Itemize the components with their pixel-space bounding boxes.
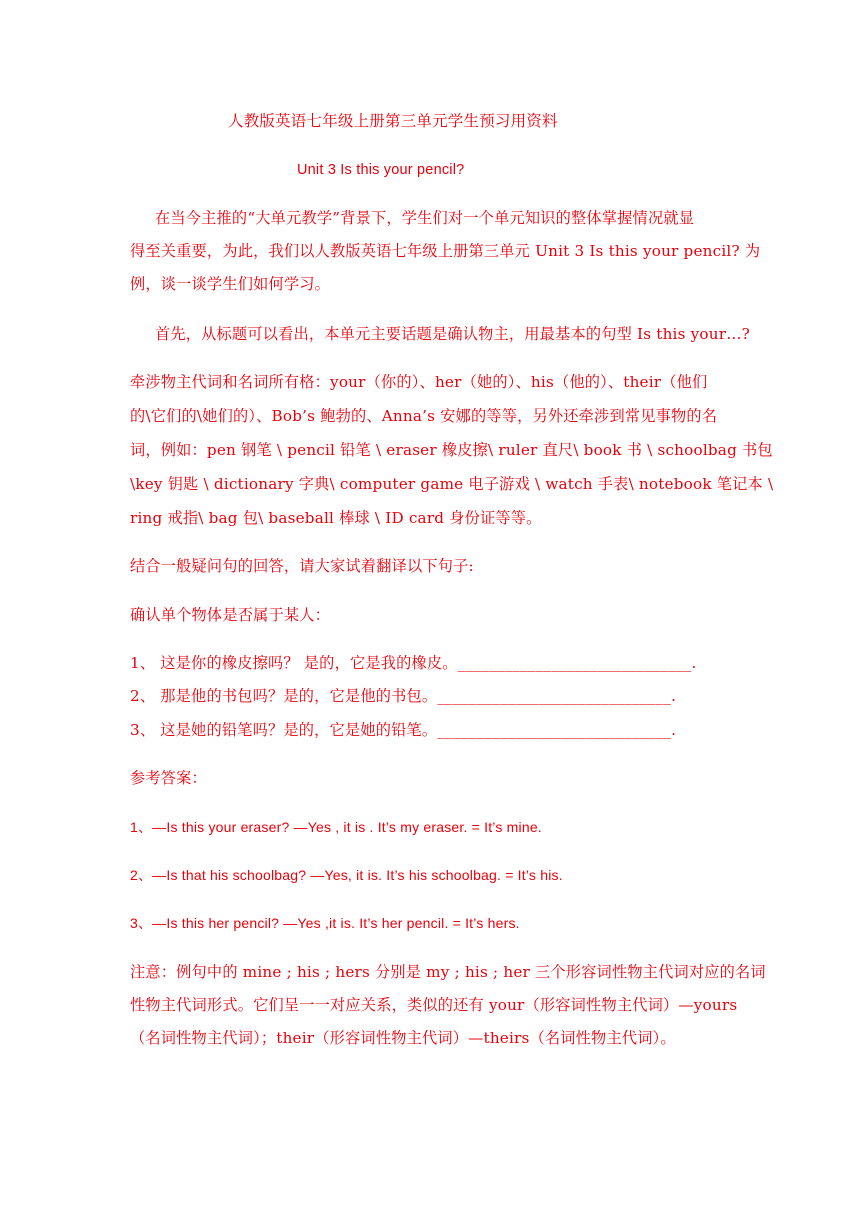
exercise-item: 3、 这是她的铅笔吗？是的，它是她的铅笔。______________________________. — [130, 721, 677, 739]
answer-item: 3、—Is this her pencil? —Yes ,it is. It’s her pencil. = It’s hers. — [130, 915, 520, 931]
paragraph-line: 词，例如：pen 钢笔 \ pencil 铅笔 \ eraser 橡皮擦\ ruler 直尺\ book 书 \ schoolbag 书包 — [130, 441, 773, 459]
answer-item: 2、—Is that his schoolbag? —Yes, it is. It’s his schoolbag. = It’s his. — [130, 867, 563, 883]
paragraph-line: ring 戒指\ bag 包\ baseball 棒球 \ ID card 身份证等等。 — [130, 509, 542, 527]
section-label: 确认单个物体是否属于某人： — [130, 606, 331, 624]
paragraph-line: 牵涉物主代词和名词所有格：your（你的）、her（她的）、his（他的）、their（他们 — [130, 373, 708, 391]
paragraph-line: 首先，从标题可以看出，本单元主要话题是确认物主，用最基本的句型 Is this your…? — [155, 325, 750, 343]
paragraph-line: \key 钥匙 \ dictionary 字典\ computer game 电子游戏 \ watch 手表\ notebook 笔记本 \ — [130, 475, 774, 493]
intro-line: 得至关重要，为此，我们以人教版英语七年级上册第三单元 Unit 3 Is this your pencil? 为 — [130, 242, 761, 260]
note-line: （名词性物主代词）；their（形容词性物主代词）—theirs（名词性物主代词）。 — [130, 1029, 676, 1047]
note-line: 注意：例句中的 mine ; his ; hers 分别是 my ; his ; her 三个形容词性物主代词对应的名词 — [130, 963, 766, 981]
exercise-item: 1、 这是你的橡皮擦吗？ 是的，它是我的橡皮。______________________________. — [130, 654, 697, 672]
answer-item: 1、—Is this your eraser? —Yes , it is . It’s my eraser. = It’s mine. — [130, 819, 542, 835]
intro-line: 在当今主推的“大单元教学”背景下，学生们对一个单元知识的整体掌握情况就显 — [155, 209, 695, 227]
paragraph-line: 的\它们的\她们的）、Bob’s 鲍勃的、Anna’s 安娜的等等，另外还牵涉到常见事物的名 — [130, 407, 718, 425]
intro-line: 例，谈一谈学生们如何学习。 — [130, 275, 331, 293]
document-title: 人教版英语七年级上册第三单元学生预习用资料 — [228, 112, 558, 130]
exercise-item: 2、 那是他的书包吗？是的，它是他的书包。______________________________. — [130, 687, 677, 705]
document-subtitle: Unit 3 Is this your pencil? — [297, 162, 465, 178]
note-line: 性物主代词形式。它们呈一一对应关系，类似的还有 your（形容词性物主代词）—yours — [130, 996, 738, 1014]
answers-label: 参考答案： — [130, 769, 207, 787]
translation-prompt: 结合一般疑问句的回答，请大家试着翻译以下句子: — [130, 557, 474, 575]
